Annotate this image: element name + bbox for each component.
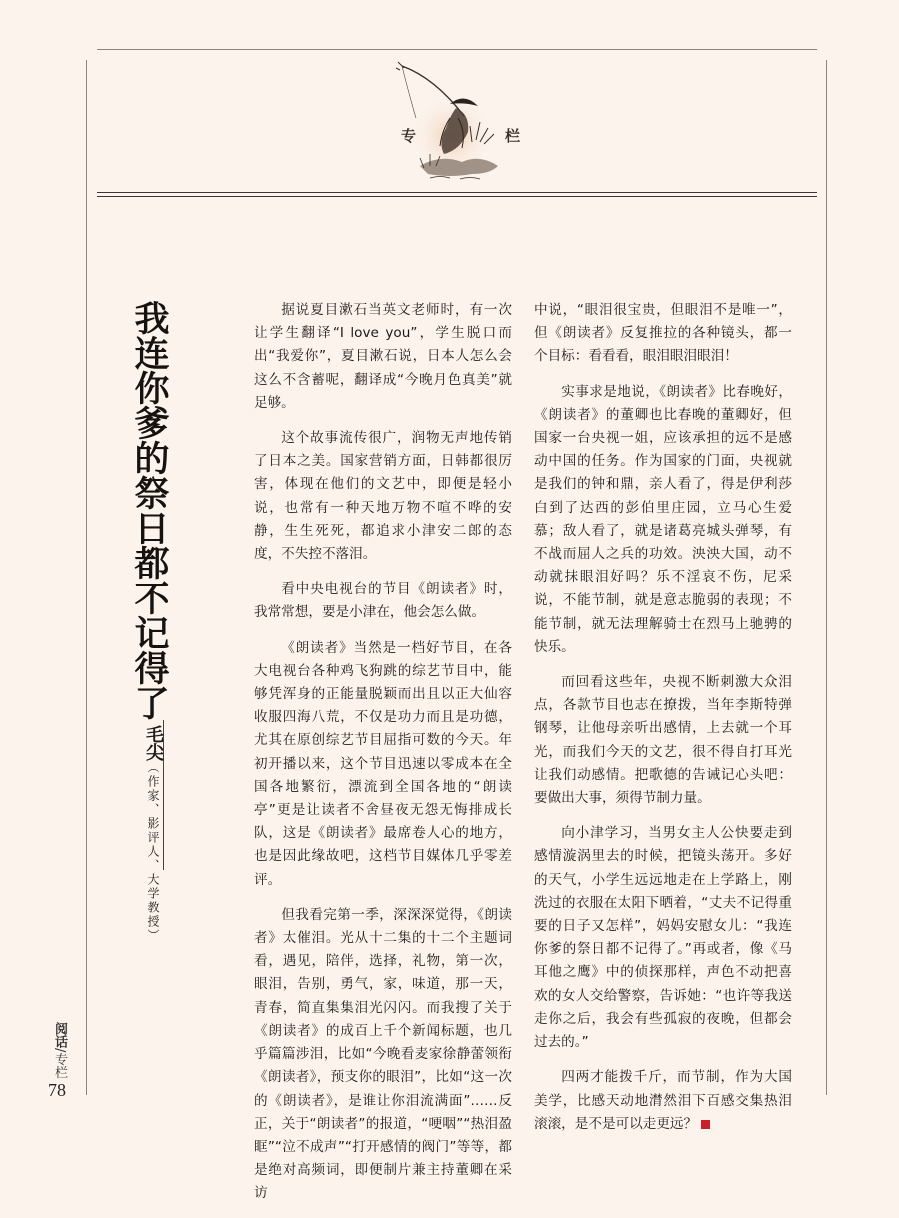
folio-section: 专栏: [52, 1052, 67, 1079]
top-rule: [97, 49, 817, 50]
magazine-name: 阅话: [52, 1022, 67, 1048]
fisherman-illustration: [380, 58, 530, 183]
author-name: 毛尖: [143, 725, 164, 761]
body-column-2: [534, 299, 792, 1148]
paragraph: 据说夏目漱石当英文老师时，有一次让学生翻译“I love you”，学生脱口而出“我爱你”，夏目漱石说，日本人怎么会这么不含蓄呢，翻译成“今晚月色真美”就足够。: [254, 302, 512, 411]
paragraph: 这个故事流传很广，润物无声地传销了日本之美。国家营销方面，日韩都很厉害，体现在他们的文艺中，即便是轻小说，也常有一种天地万物不喧不哗的安静，生生死死，都追求小津安二郎的态度，不失控不落泪。: [254, 430, 512, 563]
author-description: （作家、影评人、大学教授）: [146, 761, 160, 943]
paragraph: 而回看这些年，央视不断刺激大众泪点，各款节目也志在撩拨，当年李斯特弹钢琴，让他母亲听出感情，上去就一个耳光，而我们今天的文艺，很不得自打耳光让我们动感情。把歌德的告诫记心头吧：要做出大事，须得节制力量。: [534, 674, 792, 807]
folio: 阅话/专栏: [52, 1022, 67, 1079]
section-label-right: 栏: [505, 127, 523, 145]
author-byline: [140, 725, 166, 943]
paragraph: 向小津学习，当男女主人公快要走到感情漩涡里去的时候，把镜头荡开。多好的天气，小学生远远地走在上学路上，刚洗过的衣服在太阳下晒着，“丈夫不记得重要的日子又怎样”，妈妈安慰女儿：“我连你爹的祭日都不记得了。”再或者，像《马耳他之鹰》中的侦探那样，声色不动把喜欢的女人交给警察，告诉她：“也许等我送走你之后，我会有些孤寂的夜晚，但都会过去的。”: [534, 825, 792, 1051]
article-title: 我连你爹的祭日都不记得了: [129, 300, 169, 720]
fisherman-icon: [380, 58, 530, 183]
header-double-rule-top: [97, 192, 817, 193]
left-border-line: [86, 60, 87, 1095]
body-column-1: [254, 299, 512, 1218]
right-border-line: [826, 60, 827, 1095]
end-mark-icon: [701, 1120, 710, 1129]
section-label-left: 专: [401, 127, 419, 145]
paragraph: 《朗读者》当然是一档好节目，在各大电视台各种鸡飞狗跳的综艺节目中，能够凭浑身的正能量脱颖而出且以正大仙容收服四海八荒，不仅是功力而且是功德，尤其在原创综艺节目屈指可数的今天。年初开播以来，这个节目迅速以零成本在全国各地繁衍，漂流到全国各地的“朗读亭”更是让读者不舍昼夜无怨无悔排成长队，这是《朗读者》最席卷人心的地方，也是因此缘故吧，这档节目媒体几乎零差评。: [254, 639, 512, 888]
page-number: 78: [48, 1080, 66, 1100]
paragraph: 但我看完第一季，深深深觉得，《朗读者》太催泪。光从十二集的十二个主题词看，遇见，陪伴，选择，礼物，第一次，眼泪，告别，勇气，家，味道，那一天，青春，简直集集泪光闪闪。而我搜了关于《朗读者》的成百上千个新闻标题，也几乎篇篇涉泪，比如“今晚看麦家徐静蕾领衔《朗读者》，预支你的眼泪”，比如“这一次的《朗读者》，是谁让你泪流满面”……反正，关于“朗读者”的报道，“哽咽”“热泪盈眶”“泣不成声”“打开感情的阀门”等等，都是绝对高频词，即便制片兼主持董卿在采访: [254, 906, 512, 1202]
paragraph-text: 四两才能拨千斤，而节制，作为大国美学，比感天动地潸然泪下百感交集热泪滚滚，是不是可以走更远？: [534, 1069, 792, 1132]
header-double-rule-bottom: [97, 196, 817, 197]
paragraph: 看中央电视台的节目《朗读者》时，我常常想，要是小津在，他会怎么做。: [254, 581, 512, 621]
paragraph-final: [534, 1066, 792, 1136]
paragraph: 实事求是地说，《朗读者》比春晚好，《朗读者》的董卿也比春晚的董卿好，但国家一台央视一姐，应该承担的远不是感动中国的任务。作为国家的门面，央视就是我们的钟和鼎，亲人看了，得是伊利莎白到了达西的彭伯里庄园，立马心生爱慕；敌人看了，就是诸葛亮城头弹琴，有不战而屈人之兵的功效。泱泱大国，动不动就抹眼泪好吗？乐不淫哀不伤，尼采说，不能节制，就是意志脆弱的表现；不能节制，就无法理解骑士在烈马上驰骋的快乐。: [534, 383, 792, 655]
paragraph-continued: 中说，“眼泪很宝贵，但眼泪不是唯一”，但《朗读者》反复推拉的各种镜头，都一个目标：看看看，眼泪眼泪眼泪！: [534, 302, 792, 365]
